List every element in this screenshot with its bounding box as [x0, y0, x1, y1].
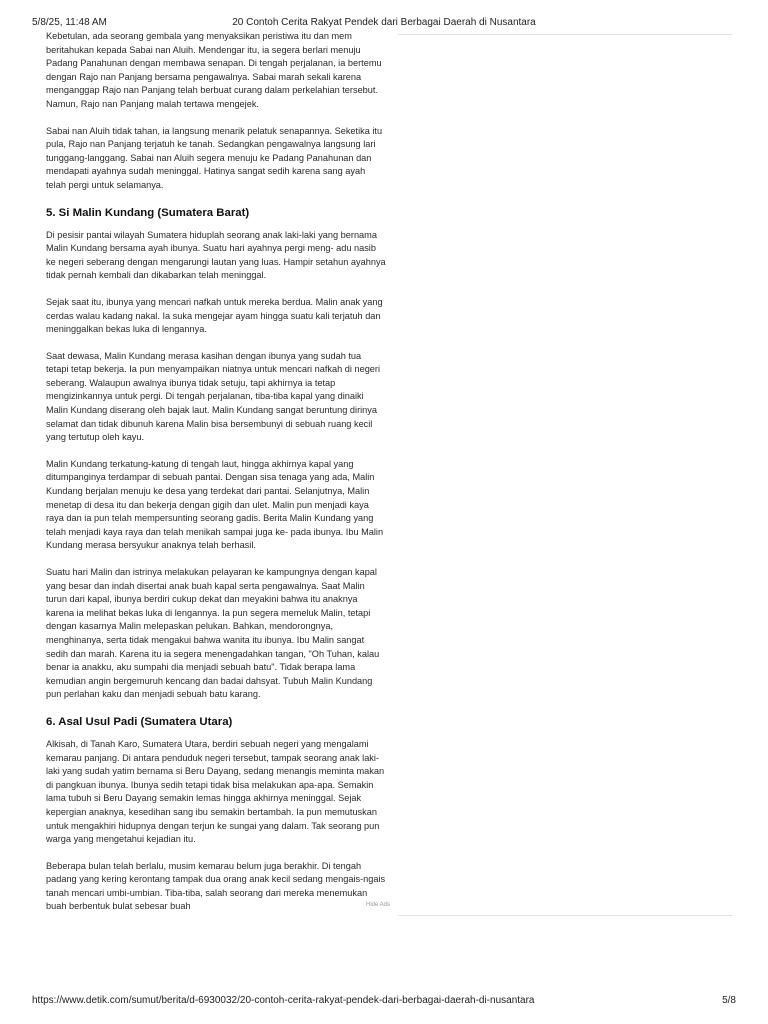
- article-paragraph: Malin Kundang terkatung-katung di tengah laut, hingga akhirnya kapal yang ditumpanginya terdampar di sebuah pantai. Dengan sisa tenaga yang ada, Malin Kundang berjalan menuju ke desa yang terdekat dari pantai. Selanjutnya, Malin menetap di desa itu dan bekerja dengan gigih dan ulet. Malin pun menjadi kaya raya dan ia pun telah mempersunting seorang gadis. Berita Malin Kundang yang telah menjadi kaya raya dan telah menikah sampai juga ke- pada ibunya. Ibu Malin Kundang merasa bersyukur anaknya telah berhasil.: [46, 458, 384, 551]
- hide-ads-link[interactable]: Hide Ads: [366, 902, 391, 908]
- ad-divider: [398, 915, 732, 916]
- print-datetime: 5/8/25, 11:48 AM: [32, 17, 107, 28]
- print-url: https://www.detik.com/sumut/berita/d-6930032/20-contoh-cerita-rakyat-pendek-dari-berbagai-daerah-di-nusantara: [32, 995, 535, 1006]
- print-page-title: 20 Contoh Cerita Rakyat Pendek dari Berbagai Daerah di Nusantara: [232, 17, 536, 28]
- print-header: [32, 17, 736, 31]
- sidebar-divider-top: [398, 34, 732, 35]
- section-heading-malin-kundang: 5. Si Malin Kundang (Sumatera Barat): [46, 206, 250, 219]
- article-paragraph: Beberapa bulan telah berlalu, musim kemarau belum juga berakhir. Di tengah padang yang kering kerontang tampak dua orang anak kecil sedang mengais-ngais tanah mencari umbi-umbian. Tiba-tiba, salah seorang dari mereka menemukan buah berbentuk bulat sebesar buah: [46, 860, 386, 912]
- article-paragraph: Di pesisir pantai wilayah Sumatera hiduplah seorang anak laki-laki yang bernama Malin Kundang bersama ayah ibunya. Suatu hari ayahnya pergi meng- adu nasib ke negeri seberang dengan mengarungi lautan yang luas. Hampir setahun ayahnya tidak pernah kembali dan dikabarkan telah meninggal.: [46, 229, 386, 281]
- section-heading-asal-usul-padi: 6. Asal Usul Padi (Sumatera Utara): [46, 715, 233, 728]
- article-body: [46, 30, 386, 982]
- print-footer: [32, 995, 736, 1009]
- article-paragraph: Saat dewasa, Malin Kundang merasa kasihan dengan ibunya yang sudah tua tetapi tetap bekerja. Ia pun menyampaikan niatnya untuk mencari nafkah di negeri seberang. Walaupun awalnya ibunya tidak setuju, tapi akhirnya ia tetap mengizinkannya untuk pergi. Di tengah perjalanan, tiba-tiba kapal yang dinaiki Malin Kundang diserang oleh bajak laut. Malin Kundang sangat beruntung dirinya selamat dan tidak dibunuh karena Malin bisa bersembunyi di sebuah ruang kecil yang tertutup oleh kayu.: [46, 350, 381, 443]
- article-paragraph: Sabai nan Aluih tidak tahan, ia langsung menarik pelatuk senapannya. Seketika itu pula, Rajo nan Panjang terjatuh ke tanah. Sedangkan pengawalnya langsung lari tunggang-langgang. Sabai nan Aluih segera menuju ke Padang Panahunan dan mendapati ayahnya sudah meninggal. Hatinya sangat sedih karena sang ayah telah pergi untuk selamanya.: [46, 125, 383, 190]
- article-paragraph: Kebetulan, ada seorang gembala yang menyaksikan peristiwa itu dan mem beritahukan kepada Sabai nan Aluih. Mendengar itu, ia segera berlari menuju Padang Panahunan dengan membawa senapan. Di tengah perjalanan, ia bertemu dengan Rajo nan Panjang bersama pengawalnya. Sabai marah sekali karena menganggap Rajo nan Panjang telah berbuat curang dalam perkelahian tersebut. Namun, Rajo nan Panjang malah tertawa mengejek.: [46, 31, 382, 109]
- article-paragraph: Sejak saat itu, ibunya yang mencari nafkah untuk mereka berdua. Malin anak yang cerdas walau kadang nakal. Ia suka mengejar ayam hingga suatu kali terjatuh dan meninggalkan bekas luka di lengannya.: [46, 296, 383, 335]
- print-page-number: 5/8: [722, 995, 736, 1006]
- article-paragraph: Alkisah, di Tanah Karo, Sumatera Utara, berdiri sebuah negeri yang mengalami kemarau panjang. Di antara penduduk negeri tersebut, tampak seorang anak laki-laki yang sudah yatim bernama si Beru Dayang, sedang menangis meminta makan di pangkuan ibunya. Ibunya sedih tetapi tidak bisa melakukan apa-apa. Semakin lama tubuh si Beru Dayang semakin lemas hingga akhirnya meninggal. Sejak kepergian anaknya, kesedihan sang ibu semakin bertambah. Ia pun memutuskan untuk mengakhiri hidupnya dengan terjun ke sungai yang dalam. Tak seorang pun warga yang mengetahui kejadian itu.: [46, 738, 385, 845]
- article-paragraph: Suatu hari Malin dan istrinya melakukan pelayaran ke kampungnya dengan kapal yang besar dan indah disertai anak buah kapal serta pengawalnya. Saat Malin turun dari kapal, ibunya berdiri cukup dekat dan meyakini bahwa itu anaknya karena ia melihat bekas luka di lengannya. Ia pun segera memeluk Malin, tetapi dengan kasarnya Malin melepaskan pelukan. Bahkan, mendorongnya, menghinanya, serta tidak mengakui bahwa wanita itu ibunya. Ibu Malin sangat sedih dan marah. Karena itu ia segera menengadahkan tangan, "Oh Tuhan, kalau benar ia anakku, aku sumpahi dia menjadi sebuah batu". Tidak berapa lama kemudian angin bergemuruh kencang dan badai dahsyat. Tubuh Malin Kundang pun perlahan kaku dan menjadi sebuah batu karang.: [46, 567, 380, 700]
